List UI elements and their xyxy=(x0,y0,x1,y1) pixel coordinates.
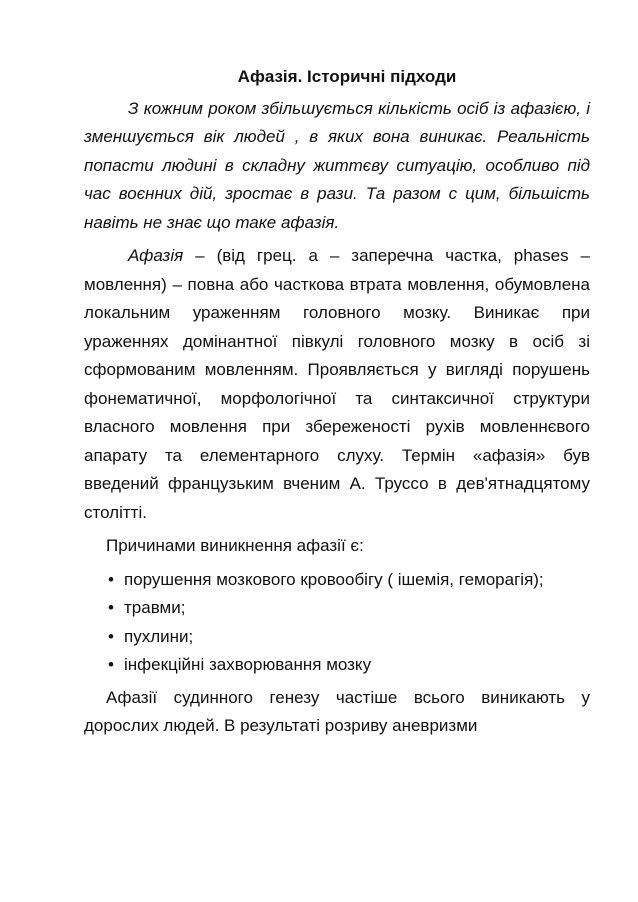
definition-paragraph xyxy=(84,242,590,527)
list-item xyxy=(108,594,590,623)
causes-list xyxy=(84,566,590,680)
definition-term: Афазія xyxy=(128,246,184,265)
bullet-icon: • xyxy=(108,655,114,674)
list-item xyxy=(108,566,590,595)
list-item-text: пухлини; xyxy=(124,626,194,646)
list-item xyxy=(108,623,590,652)
document-title: Афазія. Історичні підходи xyxy=(237,67,457,86)
list-item xyxy=(108,651,590,680)
bullet-icon: • xyxy=(108,626,114,646)
list-item-text: інфекційні захворювання мозку xyxy=(124,655,372,674)
intro-paragraph: З кожним роком збільшується кількість осіб із афазією, і зменшується вік людей , в яких вона виникає. Реальність попасти людині в складну життєву ситуацію, особливо під час воєнних дій, зростає в рази. Та разом с цим, більшість навіть не знає що таке афазія. xyxy=(84,98,590,232)
bullet-icon: • xyxy=(108,598,114,617)
bullet-icon: • xyxy=(108,569,114,589)
final-paragraph: Афазії судинного генезу частіше всього виникають у дорослих людей. В результаті розриву аневризми xyxy=(84,687,590,735)
document-body xyxy=(84,63,590,741)
list-item-text: порушення мозкового кровообігу ( ішемія, геморагія); xyxy=(124,569,544,589)
list-item-text: травми; xyxy=(124,598,186,617)
definition-text: – (від грец. а – заперечна частка, phases – мовлення) – повна або часткова втрата мовлення, обумовлена локальним ураженням головного мозку. Виникає при ураженнях домінантної півкулі головного мозку в осіб зі сформованим мовленням. Проявляється у вигляді порушень фонематичної, морфологічної та синтаксичної структури власного мовлення при збереженості рухів мовленнєвого апарату та елементарного слуху. Термін «афазія» був введений французьким вченим А. Труссо в дев'ятнадцятому столітті. xyxy=(84,246,590,522)
causes-heading: Причинами виникнення афазії є: xyxy=(106,536,364,555)
